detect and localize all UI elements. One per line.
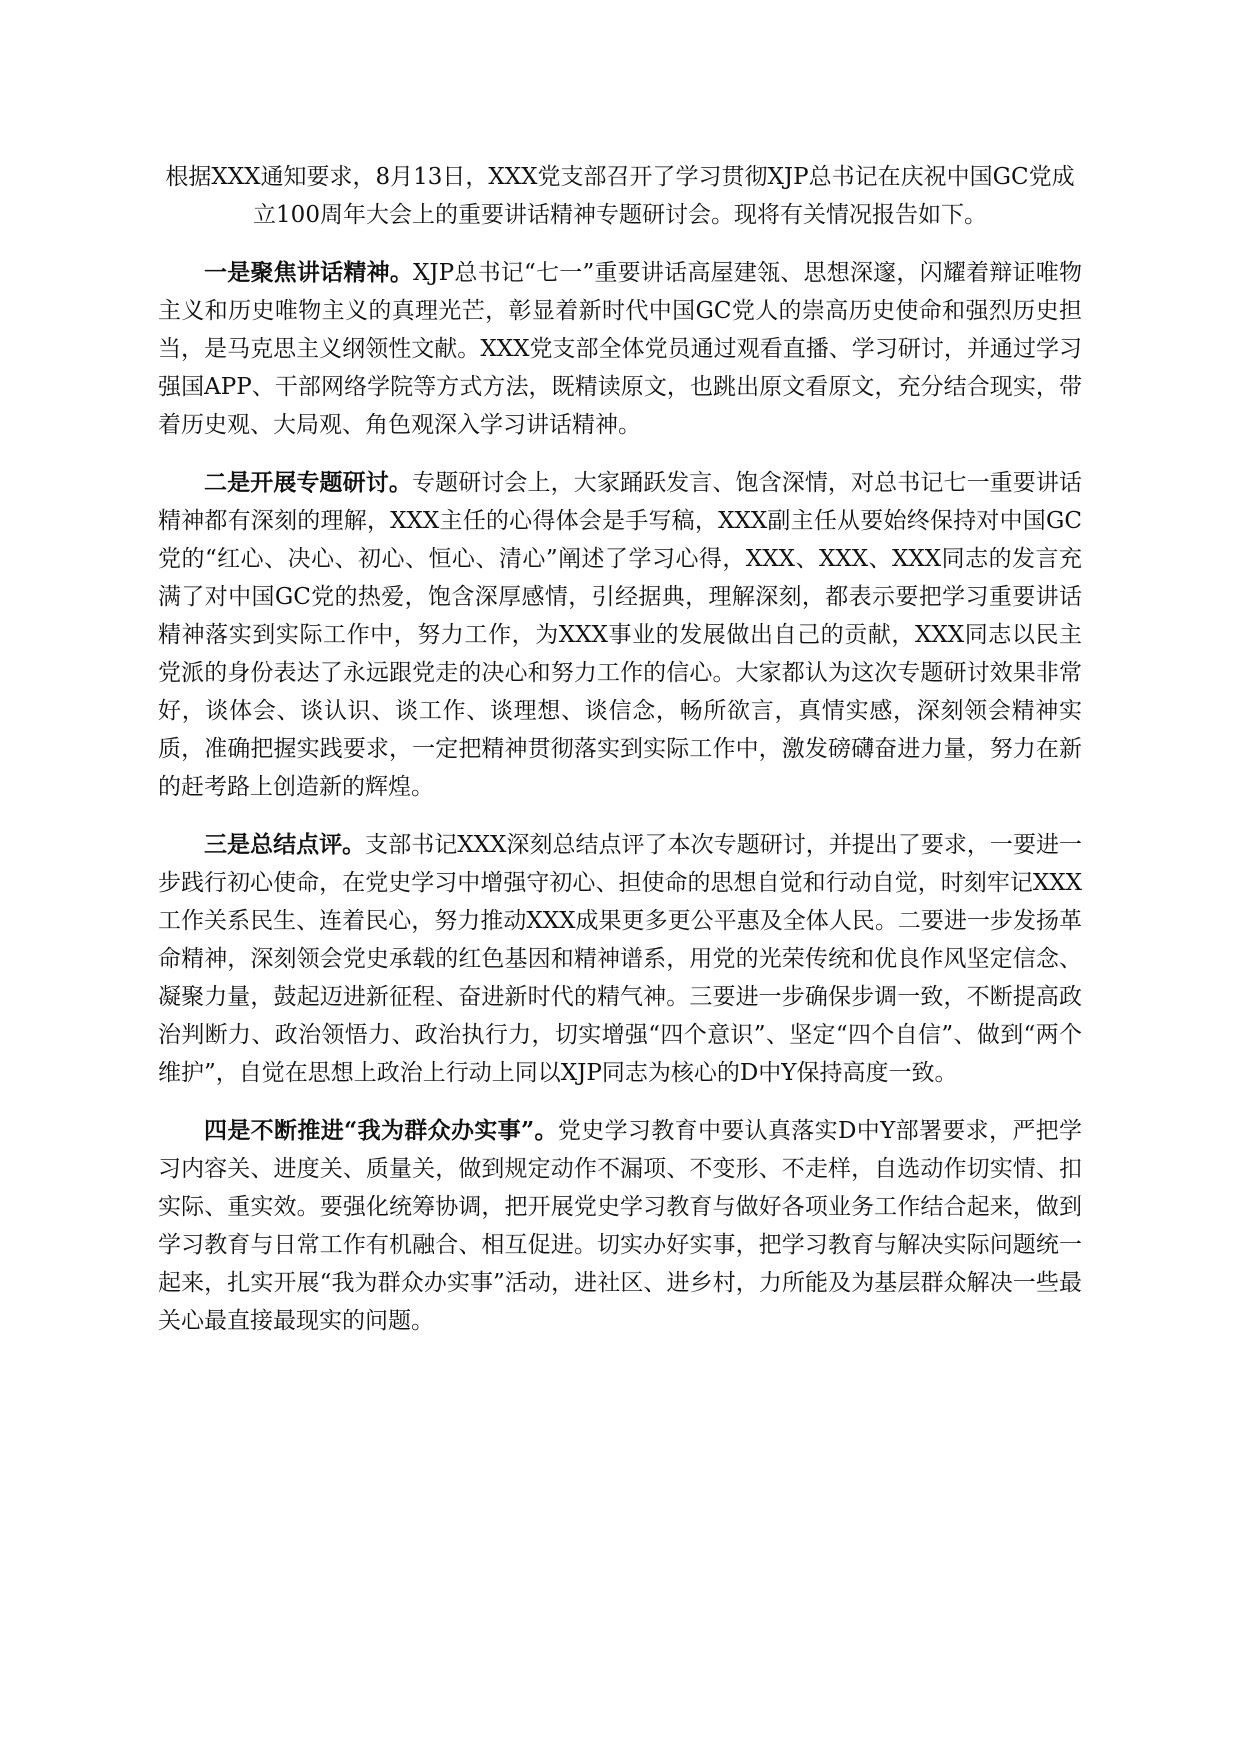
section-lead-3: 三是总结点评。 xyxy=(204,831,366,858)
section-lead-2: 二是开展专题研讨。 xyxy=(204,469,412,496)
section-paragraph-2 xyxy=(158,464,1082,806)
section-lead-4: 四是不断推进“我为群众办实事”。 xyxy=(204,1117,558,1144)
section-paragraph-3 xyxy=(158,826,1082,1092)
section-lead-1: 一是聚焦讲话精神。 xyxy=(204,259,414,286)
section-body-2: 专题研讨会上，大家踊跃发言、饱含深情，对总书记七一重要讲话精神都有深刻的理解，XXX主任的心得体会是手写稿，XXX副主任从要始终保持对中国GC党的“红心、决心、初心、恒心、清心”阐述了学习心得，XXX、XXX、XXX同志的发言充满了对中国GC党的热爱，饱含深厚感情，引经据典，理解深刻，都表示要把学习重要讲话精神落实到实际工作中，努力工作，为XXX事业的发展做出自己的贡献，XXX同志以民主党派的身份表达了永远跟党走的决心和努力工作的信心。大家都认为这次专题研讨效果非常好，谈体会、谈认识、谈工作、谈理想、谈信念，畅所欲言，真情实感，深刻领会精神实质，准确把握实践要求，一定把精神贯彻落实到实际工作中，激发磅礴奋进力量，努力在新的赶考路上创造新的辉煌。 xyxy=(158,470,1083,800)
section-body-1: XJP总书记“七一”重要讲话高屋建瓴、思想深邃，闪耀着辩证唯物主义和历史唯物主义的真理光芒，彰显着新时代中国GC党人的崇高历史使命和强烈历史担当，是马克思主义纲领性文献。XXX党支部全体党员通过观看直播、学习研讨，并通过学习强国APP、干部网络学院等方式方法，既精读原文，也跳出原文看原文，充分结合现实，带着历史观、大局观、角色观深入学习讲话精神。 xyxy=(158,260,1082,438)
document-body xyxy=(158,158,1082,1340)
section-body-4: 党史学习教育中要认真落实D中Y部署要求，严把学习内容关、进度关、质量关，做到规定动作不漏项、不变形、不走样，自选动作切实情、扣实际、重实效。要强化统筹协调，把开展党史学习教育与做好各项业务工作结合起来，做到学习教育与日常工作有机融合、相互促进。切实办好实事，把学习教育与解决实际问题统一起来，扎实开展“我为群众办实事”活动，进社区、进乡村，力所能及为基层群众解决一些最关心最直接最现实的问题。 xyxy=(158,1118,1083,1334)
section-body-3: 支部书记XXX深刻总结点评了本次专题研讨，并提出了要求，一要进一步践行初心使命，在党史学习中增强守初心、担使命的思想自觉和行动自觉，时刻牢记XXX工作关系民生、连着民心，努力推动XXX成果更多更公平惠及全体人民。二要进一步发扬革命精神，深刻领会党史承载的红色基因和精神谱系，用党的光荣传统和优良作风坚定信念、凝聚力量，鼓起迈进新征程、奋进新时代的精气神。三要进一步确保步调一致，不断提高政治判断力、政治领悟力、政治执行力，切实增强“四个意识”、坚定“四个自信”、做到“两个维护”，自觉在思想上政治上行动上同以XJP同志为核心的D中Y保持高度一致。 xyxy=(158,832,1082,1086)
intro-paragraph: 根据XXX通知要求，8月13日，XXX党支部召开了学习贯彻XJP总书记在庆祝中国GC党成立100周年大会上的重要讲话精神专题研讨会。现将有关情况报告如下。 xyxy=(165,164,1075,228)
section-paragraph-4 xyxy=(158,1112,1082,1340)
section-paragraph-1 xyxy=(158,254,1082,444)
